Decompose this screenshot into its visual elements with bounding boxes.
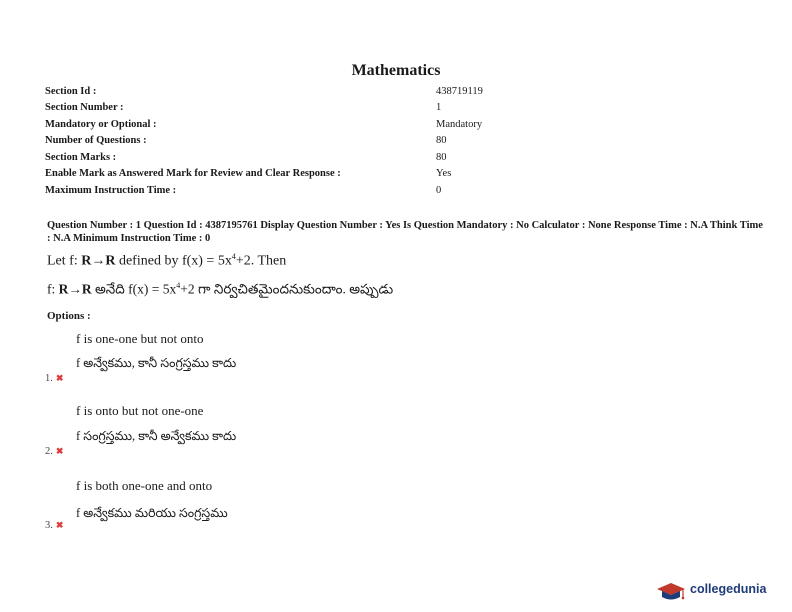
number-of-questions-value: 80	[436, 135, 447, 146]
stem-en-suffix: +2. Then	[235, 253, 287, 269]
logo-text: collegedunia	[690, 582, 767, 596]
section-id-row	[45, 86, 605, 102]
option-3-number-text: 3.	[45, 520, 53, 531]
number-of-questions-label: Number of Questions :	[45, 135, 147, 146]
mandatory-row	[45, 119, 605, 135]
option-3-english: f is both one-one and onto	[76, 478, 213, 493]
question-stem-english	[47, 252, 286, 270]
enable-mark-row	[45, 168, 605, 184]
question-header: Question Number : 1 Question Id : 4387195761 Display Question Number : Yes Is Question Mandatory : No Calculator : None Response Time : N.A Think Time : N.A Minimum Instruction Time : 0	[47, 220, 763, 244]
option-1-number-text: 1.	[45, 373, 53, 384]
section-number-row	[45, 102, 605, 118]
max-instruction-time-value: 0	[436, 185, 442, 196]
stem-en-arrow: →	[91, 253, 106, 269]
mandatory-label: Mandatory or Optional :	[45, 119, 157, 130]
stem-te-arrow: →	[68, 281, 82, 297]
section-marks-row	[45, 152, 605, 168]
stem-en-exponent: 4	[231, 252, 236, 261]
max-instruction-time-label: Maximum Instruction Time :	[45, 185, 177, 196]
max-instruction-time-row	[45, 185, 605, 201]
stem-te-codomain: R	[81, 281, 92, 297]
option-3-number	[45, 520, 63, 531]
stem-en-domain: R	[81, 253, 92, 269]
stem-te-function: అనేది f(x) = 5x	[91, 281, 177, 297]
enable-mark-label: Enable Mark as Answered Mark for Review and Clear Response :	[45, 168, 341, 179]
section-id-value: 438719119	[436, 86, 483, 97]
option-2-number-text: 2.	[45, 446, 53, 457]
cross-icon: ✖	[55, 446, 64, 456]
option-3-telugu: f అన్వేకము మరియు సంగ్రస్తము	[76, 506, 228, 520]
option-2-telugu: f సంగ్రస్తము, కానీ అన్వేకము కాదు	[76, 429, 237, 443]
stem-en-function: defined by f(x) = 5x	[115, 253, 232, 269]
enable-mark-value: Yes	[436, 168, 452, 179]
section-number-value: 1	[436, 102, 442, 113]
cross-icon: ✖	[55, 373, 64, 383]
collegedunia-logo	[656, 581, 788, 605]
option-1-english: f is one-one but not onto	[76, 331, 204, 346]
stem-te-exponent: 4	[176, 281, 181, 290]
option-2-english: f is onto but not one-one	[76, 403, 204, 418]
number-of-questions-row	[45, 135, 605, 151]
stem-te-prefix: f:	[47, 281, 59, 297]
page-title: Mathematics	[351, 62, 441, 79]
section-number-label: Section Number :	[45, 102, 124, 113]
cross-icon: ✖	[55, 520, 64, 530]
options-label: Options :	[47, 310, 91, 322]
stem-en-prefix: Let f:	[47, 253, 82, 269]
mandatory-value: Mandatory	[436, 119, 483, 130]
question-stem-telugu	[47, 281, 393, 301]
option-1-number	[45, 373, 63, 384]
stem-te-domain: R	[58, 281, 69, 297]
option-2-number	[45, 446, 63, 457]
section-marks-label: Section Marks :	[45, 152, 117, 163]
stem-te-suffix: +2 గా నిర్వచితమైందనుకుందాం. అప్పుడు	[180, 281, 394, 297]
option-1-telugu: f అన్వేకము, కానీ సంగ్రస్తము కాదు	[76, 356, 237, 370]
graduation-cap-icon	[656, 581, 686, 603]
stem-en-codomain: R	[105, 253, 116, 269]
section-id-label: Section Id :	[45, 86, 97, 97]
section-marks-value: 80	[436, 152, 447, 163]
